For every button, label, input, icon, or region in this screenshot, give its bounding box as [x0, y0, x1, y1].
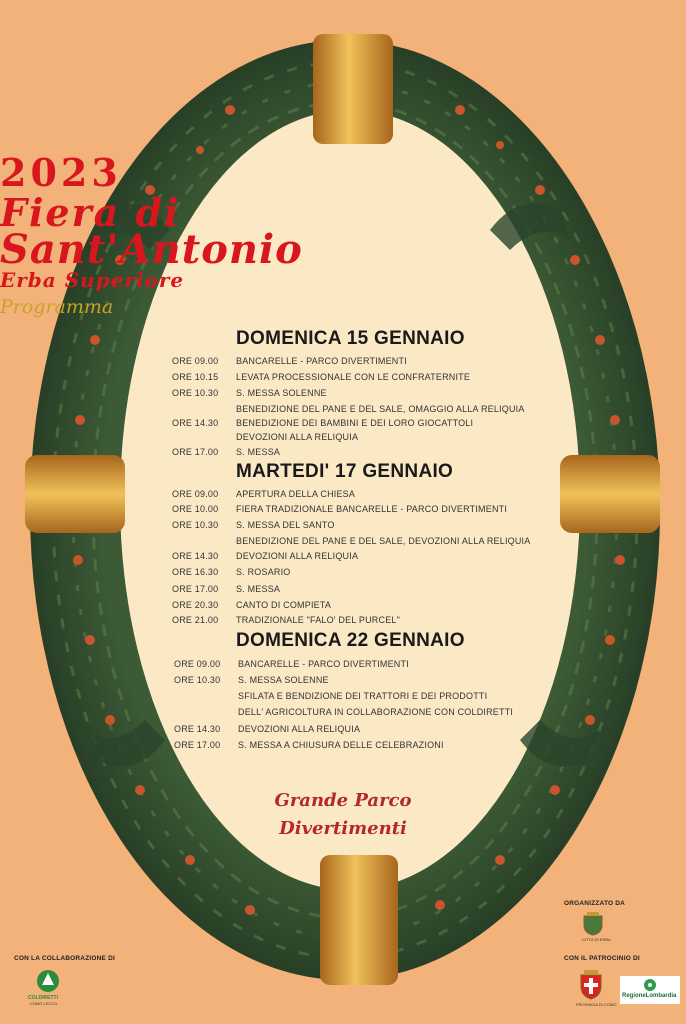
provincia-caption: PROVINCIA DI COMO [576, 1002, 617, 1007]
event-time: ORE 10.00 [172, 504, 219, 514]
crest-icon [578, 970, 604, 1000]
event-desc: S. MESSA [236, 447, 281, 457]
event-desc: APERTURA DELLA CHIESA [236, 489, 356, 499]
event-desc: DEVOZIONI ALLA RELIQUIA [236, 432, 359, 442]
collaborazione-label: CON LA COLLABORAZIONE DI [14, 955, 115, 962]
citta-erba-logo [582, 912, 611, 944]
ribbon-left [25, 455, 125, 533]
event-time: ORE 14.30 [174, 724, 221, 734]
event-desc: BANCARELLE - PARCO DIVERTIMENTI [236, 356, 407, 366]
banner-line-2: Divertimenti [279, 818, 407, 839]
event-desc: CANTO DI COMPIETA [236, 600, 332, 610]
organizzato-label: ORGANIZZATO DA [564, 900, 626, 907]
event-desc: S. ROSARIO [236, 567, 291, 577]
event-time: ORE 20.30 [172, 600, 219, 610]
coldiretti-logo [28, 968, 68, 1010]
title-year: 2023 [0, 150, 122, 195]
event-time: ORE 14.30 [172, 551, 219, 561]
event-time: ORE 16.30 [172, 567, 219, 577]
event-time: ORE 17.00 [172, 584, 219, 594]
event-desc: S. MESSA A CHIUSURA DELLE CELEBRAZIONI [238, 740, 444, 750]
event-desc: LEVATA PROCESSIONALE CON LE CONFRATERNITE [236, 372, 471, 382]
title-programma: Programma [0, 296, 114, 318]
event-time: ORE 21.00 [172, 615, 219, 625]
event-desc: S. MESSA DEL SANTO [236, 520, 335, 530]
event-desc: S. MESSA SOLENNE [238, 675, 329, 685]
provincia-como-logo [576, 970, 617, 1012]
event-desc: BENEDIZIONE DEI BAMBINI E DEI LORO GIOCATTOLI [236, 418, 474, 428]
event-time: ORE 10.30 [174, 675, 221, 685]
event-desc: DEVOZIONI ALLA RELIQUIA [236, 551, 359, 561]
event-time: ORE 10.30 [172, 520, 219, 530]
event-time: ORE 09.00 [172, 489, 219, 499]
ribbon-right [560, 455, 660, 533]
event-desc: SFILATA E BENDIZIONE DEI TRATTORI E DEI PRODOTTI [238, 691, 488, 701]
event-time: ORE 17.00 [174, 740, 221, 750]
event-time: ORE 14.30 [172, 418, 219, 428]
event-time: ORE 10.30 [172, 388, 219, 398]
event-time: ORE 09.00 [172, 356, 219, 366]
event-desc: BENEDIZIONE DEL PANE E DEL SALE, DEVOZIONI ALLA RELIQUIA [236, 536, 531, 546]
event-desc: TRADIZIONALE "FALO' DEL PURCEL" [236, 615, 401, 625]
event-time: ORE 17.00 [172, 447, 219, 457]
day-heading: DOMENICA 22 GENNAIO [236, 630, 465, 651]
ribbon-bottom [320, 855, 398, 985]
patrocinio-label: CON IL PATROCINIO DI [564, 955, 640, 962]
event-desc: S. MESSA [236, 584, 281, 594]
coldiretti-sub: COMO LECCO [30, 1001, 58, 1006]
event-desc: DELL' AGRICOLTURA IN COLLABORAZIONE CON COLDIRETTI [238, 707, 514, 717]
day-heading: MARTEDI' 17 GENNAIO [236, 461, 454, 482]
event-time: ORE 09.00 [174, 659, 221, 669]
title-santantonio: Sant'Antonio [0, 226, 303, 273]
title-location: Erba Superiore [0, 268, 185, 292]
day-heading: DOMENICA 15 GENNAIO [236, 328, 465, 349]
banner-line-1: Grande Parco [274, 790, 412, 811]
title-fiera: Fiera di [0, 190, 181, 235]
event-desc: S. MESSA SOLENNE [236, 388, 327, 398]
regione-lombardia-logo [620, 976, 680, 1004]
ribbon-top [313, 34, 393, 144]
event-desc: FIERA TRADIZIONALE BANCARELLE - PARCO DIVERTIMENTI [236, 504, 508, 514]
crest-icon [582, 912, 604, 936]
regione-name: RegioneLombardia [622, 993, 677, 999]
event-desc: DEVOZIONI ALLA RELIQUIA [238, 724, 361, 734]
citta-caption: CITTÀ DI ERBA [582, 937, 611, 942]
event-desc: BANCARELLE - PARCO DIVERTIMENTI [238, 659, 409, 669]
event-desc: BENEDIZIONE DEL PANE E DEL SALE, OMAGGIO ALLA RELIQUIA [236, 404, 525, 414]
event-time: ORE 10.15 [172, 372, 219, 382]
rosa-camuna-icon [643, 978, 657, 992]
coldiretti-name: COLDIRETTI [28, 995, 58, 1001]
